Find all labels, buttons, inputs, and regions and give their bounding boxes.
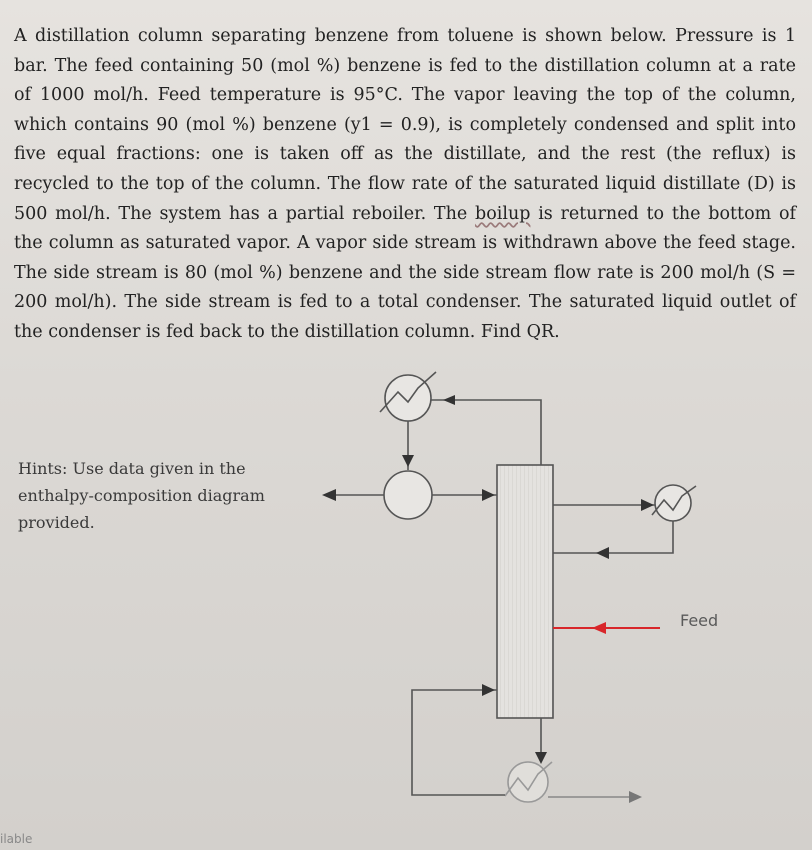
overhead-vapor-line [431,400,541,465]
boilup-term: boilup [475,203,531,224]
side-return-arrow [596,547,609,559]
feed-arrow [592,622,606,634]
bottoms-arrow [535,752,547,764]
side-return-line [553,521,673,553]
boilup-line [412,690,505,795]
side-condenser [655,485,691,521]
boilup-arrow [482,684,495,696]
bottoms-product-arrow [629,791,642,803]
distillation-column [497,465,553,718]
reflux-arrow [482,489,495,501]
corner-fragment-text: ilable [0,832,33,846]
feed-label: Feed [680,611,719,630]
distillate-arrow [322,489,336,501]
side-stream-arrow [641,499,654,511]
overhead-arrow [443,395,455,405]
reboiler [508,762,548,802]
reflux-drum [384,471,432,519]
condensate-arrow [402,455,414,467]
problem-text: A distillation column separating benzene from toluene is shown below. Pressure is 1 bar. The feed containing 50 (mol %) benzene is fed to the distillation column at a rate of 1000 mol/h. Feed temperature is 95°C. The vapor leaving the top of the column, which contains 90 (mol %) benzene (y1 = 0.9), is completely condensed and split into five equal fractions: one is taken off as the distillate, and the rest (the reflux) is recycled to the top of the column. The flow rate of the saturated liquid distillate (D) is 500 mol/h. The system has a partial reboiler. The [14,26,796,224]
problem-text-continued: is returned to the bottom of the column as saturated vapor. A vapor side stream is withdrawn above the feed stage. The side stream is 80 (mol %) benzene and the side stream flow rate is 200 mol/h (S = 200 mol/h). The side stream is fed to a total condenser. The saturated liquid outlet of the condenser is fed back to the distillation column. Find QR. [14,203,796,342]
hints-text: Hints: Use data given in the enthalpy-composition diagram provided. [18,459,265,532]
